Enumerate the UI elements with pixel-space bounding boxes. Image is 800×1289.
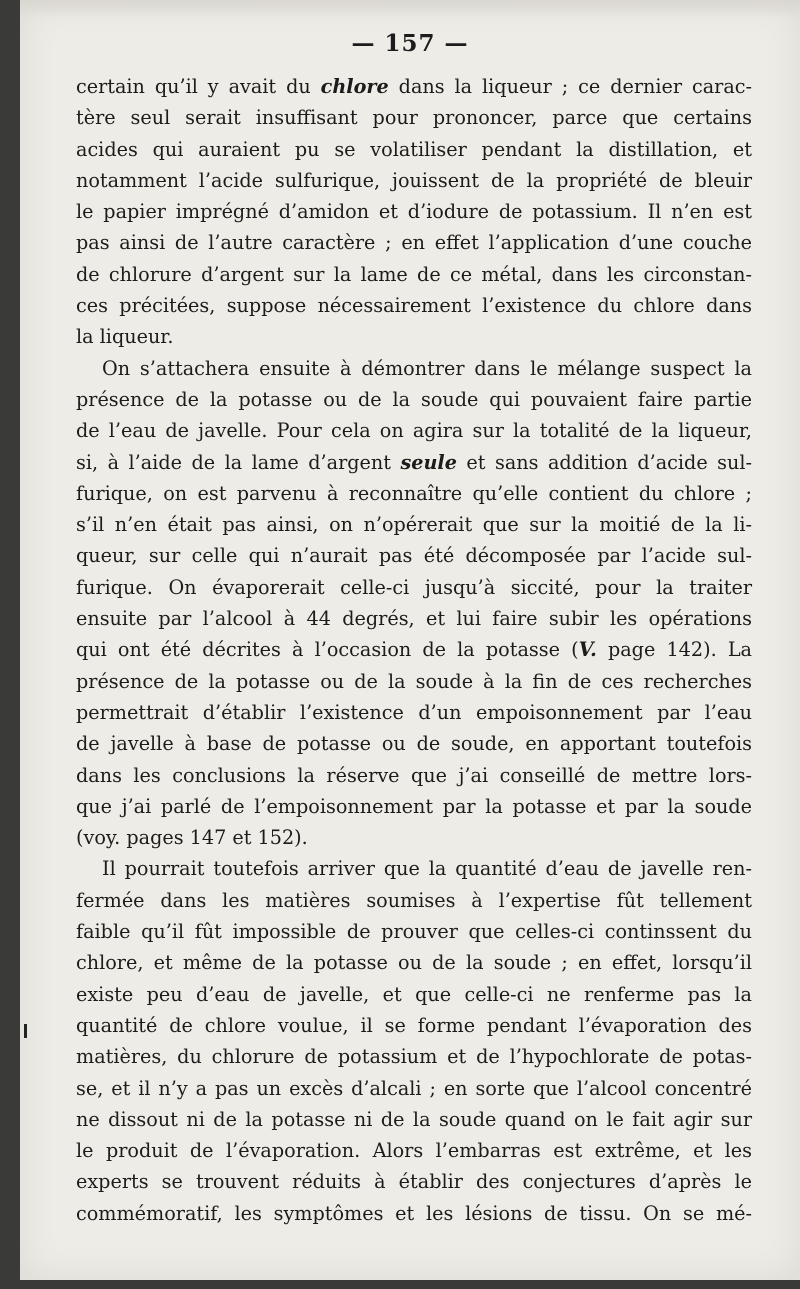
text-line [76, 697, 752, 728]
text-run: (voy. pages 147 et 152). [76, 826, 308, 850]
text-line [76, 290, 752, 321]
text-run: dans les conclusions la réserve que j’ai conseillé de mettre lors- [76, 763, 752, 787]
text-line [76, 478, 752, 509]
text-line [76, 603, 752, 634]
text-line [76, 196, 752, 227]
text-run: On s’attachera ensuite à démontrer dans le mélange suspect la [102, 356, 752, 380]
text-run: le papier imprégné d’amidon et d’iodure de potassium. Il n’en est [76, 200, 752, 224]
text-line [76, 321, 752, 352]
text-run: le produit de l’évaporation. Alors l’embarras est extrême, et les [76, 1139, 752, 1163]
text-run: quantité de chlore voulue, il se forme pendant l’évaporation des [76, 1013, 752, 1037]
text-line [76, 1135, 752, 1166]
text-run: furique. On évaporerait celle-ci jusqu’à siccité, pour la traiter [76, 575, 752, 599]
italic-word: seule [400, 450, 457, 474]
text-line [76, 509, 752, 540]
text-run: de javelle à base de potasse ou de soude, en apportant toutefois [76, 732, 752, 756]
text-line [76, 728, 752, 759]
text-line [76, 1198, 752, 1229]
text-run: acides qui auraient pu se volatiliser pendant la distillation, et [76, 137, 752, 161]
text-run: Il pourrait toutefois arriver que la quantité d’eau de javelle ren- [102, 857, 752, 881]
text-line [76, 447, 752, 478]
italic-word: chlore [320, 75, 389, 98]
text-line [76, 384, 752, 415]
text-run: s’il n’en était pas ainsi, on n’opérerait que sur la moitié de la li- [76, 513, 752, 537]
margin-mark [24, 1024, 27, 1038]
text-line [76, 71, 752, 102]
text-run: et sans addition d’acide sul- [456, 450, 752, 474]
text-run: matières, du chlorure de potassium et de l’hypochlorate de potas- [76, 1045, 752, 1069]
text-run: notamment l’acide sulfurique, jouissent de la propriété de bleuir [76, 168, 752, 192]
text-line [76, 1166, 752, 1197]
page-number: — 157 — [351, 30, 469, 57]
text-line [76, 165, 752, 196]
text-run: ensuite par l’alcool à 44 degrés, et lui faire subir les opérations [76, 607, 752, 631]
text-line [76, 572, 752, 603]
text-run: présence de la potasse ou de la soude à la fin de ces recherches [76, 669, 752, 693]
text-line [76, 885, 752, 916]
text-line [76, 947, 752, 978]
text-run: dans la liqueur ; ce dernier carac- [388, 75, 752, 98]
text-line [76, 259, 752, 290]
text-run: chlore, et même de la potasse ou de la soude ; en effet, lorsqu’il [76, 951, 752, 975]
text-line [76, 791, 752, 822]
text-line [76, 916, 752, 947]
text-line [76, 1073, 752, 1104]
text-run: faible qu’il fût impossible de prouver que celles-ci continssent du [76, 920, 752, 944]
text-line [76, 979, 752, 1010]
text-run: commémoratif, les symptômes et les lésions de tissu. On se mé- [76, 1201, 752, 1225]
text-line [76, 760, 752, 791]
text-run: existe peu d’eau de javelle, et que celle-ci ne renferme pas la [76, 982, 752, 1006]
text-line [76, 1010, 752, 1041]
text-line [76, 1104, 752, 1135]
text-line [76, 134, 752, 165]
text-run: ces précitées, suppose nécessairement l’existence du chlore dans [76, 294, 752, 318]
text-run: de chlorure d’argent sur la lame de ce métal, dans les circonstan- [76, 262, 752, 286]
text-line [76, 415, 752, 446]
text-line [76, 822, 752, 853]
text-run: se, et il n’y a pas un excès d’alcali ; en sorte que l’alcool concentré [76, 1076, 752, 1100]
text-line [76, 227, 752, 258]
text-line [76, 353, 752, 384]
text-run: ne dissout ni de la potasse ni de la soude quand on le fait agir sur [76, 1107, 752, 1131]
text-line [76, 666, 752, 697]
text-line [76, 540, 752, 571]
text-run: la liqueur. [76, 325, 174, 349]
text-run: que j’ai parlé de l’empoisonnement par la potasse et par la soude [76, 794, 752, 818]
text-run: queur, sur celle qui n’aurait pas été décomposée par l’acide sul- [76, 544, 752, 568]
text-run: de l’eau de javelle. Pour cela on agira sur la totalité de la liqueur, [76, 419, 752, 443]
text-run: certain qu’il y avait du [76, 75, 321, 98]
text-run: furique, on est parvenu à reconnaître qu’elle contient du chlore ; [76, 481, 752, 505]
italic-word: V. [578, 638, 597, 662]
book-page [20, 0, 800, 1280]
text-run: page 142). La [596, 638, 752, 662]
text-run: qui ont été décrites à l’occasion de la potasse ( [76, 638, 579, 662]
body-text [76, 71, 752, 1229]
text-run: fermée dans les matières soumises à l’expertise fût tellement [76, 888, 752, 912]
text-run: tère seul serait insuffisant pour prononcer, parce que certains [76, 106, 752, 130]
text-line [76, 1041, 752, 1072]
text-run: si, à l’aide de la lame d’argent [76, 450, 401, 474]
text-line [76, 634, 752, 665]
text-run: présence de la potasse ou de la soude qui pouvaient faire partie [76, 387, 752, 411]
text-run: pas ainsi de l’autre caractère ; en effet l’application d’une couche [76, 231, 752, 255]
text-run: experts se trouvent réduits à établir des conjectures d’après le [76, 1170, 752, 1194]
text-run: permettrait d’établir l’existence d’un empoisonnement par l’eau [76, 700, 752, 724]
page-edge-shadow [20, 0, 800, 18]
text-line [76, 853, 752, 884]
text-line [76, 102, 752, 133]
